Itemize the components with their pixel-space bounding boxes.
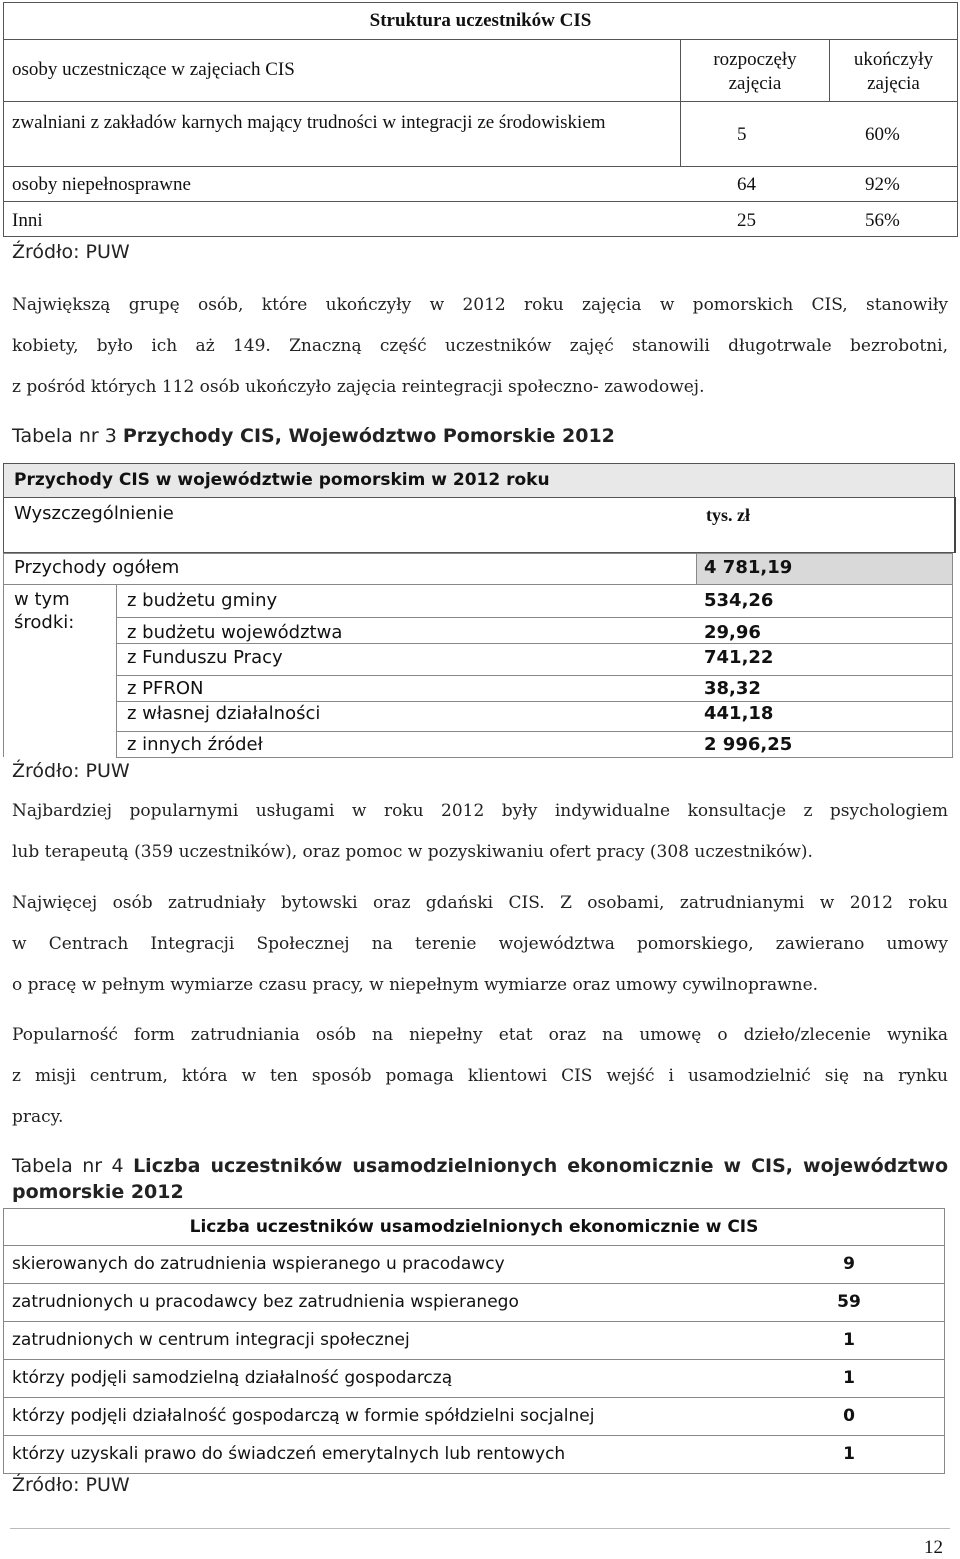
table3-row xyxy=(3,1397,945,1436)
table1-row-started: 5 xyxy=(737,124,747,145)
table1-title: Struktura uczestników CIS xyxy=(369,10,592,31)
table2-row-label: z Funduszu Pracy xyxy=(127,647,283,668)
table3-caption xyxy=(12,1153,948,1205)
table2-right-edge xyxy=(954,497,956,553)
table2-total-label-cell xyxy=(3,553,697,585)
table1-row-label: Inni xyxy=(12,210,43,231)
table3-caption-prefix: Tabela nr 4 xyxy=(12,1155,134,1177)
table1-col-finished-cell xyxy=(829,39,958,102)
table2-caption xyxy=(12,425,615,447)
paragraph-line: kobiety, było ich aż 149. Znaczną część uczestników zajęć stanowili długotrwale bezrobotni, xyxy=(12,336,948,356)
table2-row-value: 29,96 xyxy=(704,622,761,643)
table2-row-label: z PFRON xyxy=(127,678,204,699)
table1-row-started: 64 xyxy=(737,174,756,195)
table2-source: Źródło: PUW xyxy=(12,760,130,782)
table1-col-started: rozpoczęły zajęcia xyxy=(713,49,797,94)
table2-caption-title: Przychody CIS, Województwo Pomorskie 2012 xyxy=(122,425,615,447)
table2-header-cell xyxy=(3,497,955,553)
table2-col-desc: Wyszczególnienie xyxy=(14,503,174,524)
table2-title-cell xyxy=(3,463,955,498)
table3-row xyxy=(3,1245,945,1284)
table3-row-value: 1 xyxy=(843,1330,855,1350)
table1-col-started-cell xyxy=(680,39,830,102)
table1-row xyxy=(3,201,958,237)
table2-row xyxy=(116,643,953,676)
paragraph-line: Popularność form zatrudniania osób na niepełny etat oraz na umowę o dzieło/zlecenie wynika xyxy=(12,1025,948,1045)
paragraph-line: lub terapeutą (359 uczestników), oraz pomoc w pozyskiwaniu ofert pracy (308 uczestników). xyxy=(12,842,813,862)
table2-row-label: z innych źródeł xyxy=(127,734,263,755)
paragraph-line: Największą grupę osób, które ukończyły w 2012 roku zajęcia w pomorskich CIS, stanowiły xyxy=(12,295,948,315)
paragraph-employment xyxy=(12,883,948,1006)
table2-row-value: 2 996,25 xyxy=(704,734,793,755)
page-number: 12 xyxy=(924,1537,943,1558)
table2-title: Przychody CIS w województwie pomorskim w 2012 roku xyxy=(14,470,550,490)
table3-row-label: zatrudnionych w centrum integracji społecznej xyxy=(12,1330,410,1350)
table3-row-value: 9 xyxy=(843,1254,855,1274)
table1-row xyxy=(3,166,958,202)
paragraph-line: w Centrach Integracji Społecznej na terenie województwa pomorskiego, zawierano umowy xyxy=(12,934,948,954)
table2-row xyxy=(116,731,953,758)
table1-header-label-cell xyxy=(3,39,681,102)
table3-row-value: 0 xyxy=(843,1406,855,1426)
table2-row-value: 534,26 xyxy=(704,590,774,611)
table3-row xyxy=(3,1435,945,1474)
table1-row-label: osoby niepełnosprawne xyxy=(12,174,191,195)
paragraph-line: Najbardziej popularnymi usługami w roku 2012 były indywidualne konsultacje z psychologiem xyxy=(12,801,948,821)
paragraph-employment-forms xyxy=(12,1015,948,1138)
table1-row-label: zwalniani z zakładów karnych mający trudności w integracji ze środowiskiem xyxy=(12,112,606,133)
table1-row-finished: 56% xyxy=(865,210,900,231)
table2-col-unit: tys. zł xyxy=(706,505,750,525)
table3-row-label: którzy podjęli samodzielną działalność gospodarczą xyxy=(12,1368,453,1388)
table3-row-label: którzy uzyskali prawo do świadczeń emerytalnych lub rentowych xyxy=(12,1444,566,1464)
paragraph-popular-services xyxy=(12,791,948,873)
table1-header-label: osoby uczestniczące w zajęciach CIS xyxy=(12,59,295,80)
table1-row-finished: 92% xyxy=(865,174,900,195)
paragraph-line: Najwięcej osób zatrudniały bytowski oraz gdański CIS. Z osobami, zatrudnianymi w 2012 roku xyxy=(12,893,948,913)
table3-source: Źródło: PUW xyxy=(12,1474,130,1496)
table3-row xyxy=(3,1283,945,1322)
table3-row-value: 59 xyxy=(837,1292,861,1312)
table2-row xyxy=(116,584,953,618)
footer-divider xyxy=(10,1528,950,1529)
table2-group-label: w tym środki: xyxy=(14,589,75,633)
paragraph-line: z pośród których 112 osób ukończyło zajęcia reintegracji społeczno- zawodowej. xyxy=(12,377,705,397)
table2-total-label: Przychody ogółem xyxy=(14,557,180,578)
table3-row-value: 1 xyxy=(843,1444,855,1464)
table1-title-cell xyxy=(3,2,958,40)
table2-row xyxy=(116,675,953,702)
paragraph-line: o pracę w pełnym wymiarze czasu pracy, w niepełnym wymiarze oraz umowy cywilnoprawne. xyxy=(12,975,819,995)
table2-total-value-cell xyxy=(696,553,953,585)
table2-caption-prefix: Tabela nr 3 xyxy=(12,425,123,447)
table2-row xyxy=(116,617,953,644)
table2-row-value: 38,32 xyxy=(704,678,761,699)
paragraph-line: pracy. xyxy=(12,1107,64,1127)
table2-row xyxy=(116,701,953,732)
table1-row-started: 25 xyxy=(737,210,756,231)
paragraph-line: z misji centrum, która w ten sposób pomaga klientowi CIS wejść i usamodzielnić się na rynku xyxy=(12,1066,948,1086)
table2-row-value: 441,18 xyxy=(704,703,774,724)
table2-row-value: 741,22 xyxy=(704,647,774,668)
table3-title: Liczba uczestników usamodzielnionych ekonomicznie w CIS xyxy=(189,1217,759,1237)
table2-row-label: z własnej działalności xyxy=(127,703,321,724)
table1-row-values-cell xyxy=(680,101,958,167)
table3-row-label: którzy podjęli działalność gospodarczą w formie spółdzielni socjalnej xyxy=(12,1406,595,1426)
table2-group-label-cell xyxy=(3,584,117,757)
table1-col-finished: ukończyły zajęcia xyxy=(853,49,934,94)
table3-row-label: zatrudnionych u pracodawcy bez zatrudnienia wspieranego xyxy=(12,1292,519,1312)
paragraph-largest-group xyxy=(12,285,948,408)
table3-title-cell xyxy=(3,1208,945,1246)
table3-row xyxy=(3,1321,945,1360)
table3-row-label: skierowanych do zatrudnienia wspieranego u pracodawcy xyxy=(12,1254,505,1274)
table1-source: Źródło: PUW xyxy=(12,241,130,263)
table2-row-label: z budżetu gminy xyxy=(127,590,278,611)
table3-caption-title: Liczba uczestników usamodzielnionych ekonomicznie w CIS, województwo pomorskie 2012 xyxy=(12,1155,948,1203)
table3-row xyxy=(3,1359,945,1398)
table1-row-label-cell xyxy=(3,101,681,167)
table3-row-value: 1 xyxy=(843,1368,855,1388)
table1-row-finished: 60% xyxy=(865,124,900,145)
table2-total-value: 4 781,19 xyxy=(704,557,793,578)
table2-row-label: z budżetu województwa xyxy=(127,622,343,643)
